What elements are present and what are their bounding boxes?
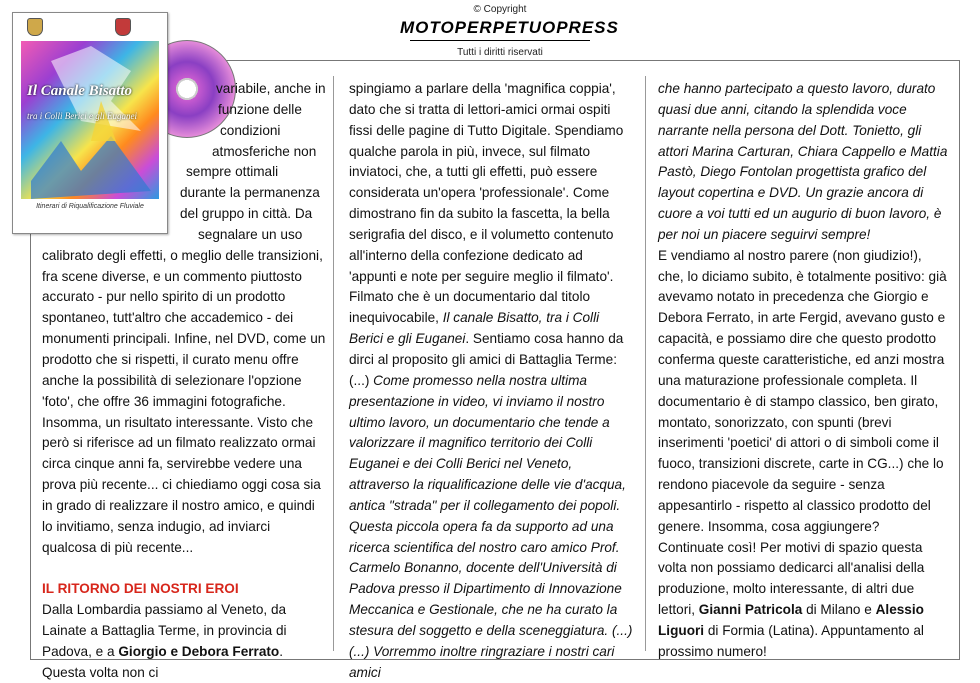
reader-name-1: Gianni Patricola bbox=[698, 602, 803, 618]
cover-title: Il Canale Bisatto bbox=[27, 83, 133, 99]
review-text: E vendiamo al nostro parere (non giudizio!), che, lo diciamo subito, è totalmente positivo: già avevamo notato in precedenza che Giorgio e Debora Ferrato, in arte Fergid, avevano gusto e capacità, e possiamo dire che questo prodotto conferma queste caratteristiche, ed anzi mostra una maturazione professionale completa. Il documentario è di stampo classico, ben girato, montato, sonorizzato, con spunti (brevi inserimenti 'poetici' di attori o di simboli come il fuoco, transizioni discrete, carte in CG...) che lo rendono piacevole da seguire - senza appesantirlo - rispetto al classico prodotto del genere. Insomma, cosa aggiungere? Continuate così! Per motivi di spazio questa volta non possiamo dedicarci all'analisi della produzione, molto interessante, di altri due lettori, bbox=[658, 247, 947, 618]
column-2-paragraph bbox=[349, 79, 633, 371]
column-1 bbox=[42, 79, 326, 683]
brand-logo: MOTOPERPETUOPRESS bbox=[400, 18, 619, 37]
brand-underline bbox=[410, 40, 590, 41]
reader-name-2: Alessio Liguori bbox=[658, 602, 924, 638]
quote-1 bbox=[349, 371, 633, 642]
wrap-line: durante la permanenza bbox=[180, 185, 320, 201]
cover-subtitle: tra i Colli Berici e gli Euganei bbox=[27, 111, 137, 121]
crest-right-icon bbox=[115, 18, 131, 36]
wrap-line: variabile, anche in bbox=[216, 81, 326, 96]
column-2 bbox=[349, 79, 633, 683]
wrap-line: atmosferiche non bbox=[212, 143, 317, 159]
wrap-line: condizioni bbox=[220, 122, 281, 138]
column-3-body bbox=[658, 246, 948, 663]
wrap-line: segnalare un uso bbox=[198, 226, 303, 242]
cover-footer: Itinerari di Riqualificazione Fluviale bbox=[36, 203, 144, 210]
wrap-line: del gruppo in città. Da bbox=[180, 206, 313, 222]
copyright-label: © Copyright bbox=[473, 4, 527, 15]
review-tail: di Formia (Latina). Appuntamento al prossimo numero! bbox=[658, 622, 924, 659]
quote-1-text: Come promesso nella nostra ultima presentazione in video, vi inviamo il nostro ultimo lavoro, un documentario che tende a valorizzare il magnifico territorio dei Colli Euganei e dei Colli Berici nel Veneto, attraverso la riqualificazione delle vie d'acqua, antica "strada" per il collegamento dei popoli. Questa piccola opera fa da supporto ad una ricerca scientifica del nostro caro amico Prof. Carmelo Bonanno, docente dell'Università di Padova presso il Dipartimento di Innovazione Meccanica e Gestionale, che ne ha curato la stesura del soggetto e della sceneggiatura. (...) bbox=[349, 372, 633, 638]
column-divider-2 bbox=[645, 76, 646, 651]
p1-end: . Sentiamo cosa hanno da dirci al proposito gli amici di Battaglia Terme: bbox=[349, 331, 624, 367]
section-names: Giorgio e Debora Ferrato bbox=[118, 643, 280, 659]
wrap-line: sempre ottimali bbox=[186, 164, 279, 180]
section-tail: . Questa volta non ci bbox=[42, 643, 284, 680]
crest-left-icon bbox=[27, 18, 43, 36]
documentary-title: Il canale Bisatto, tra i Colli Berici e gli Euganei bbox=[349, 310, 600, 347]
review-mid: di Milano e bbox=[802, 602, 876, 618]
column-divider-1 bbox=[333, 76, 334, 651]
wrap-line: funzione delle bbox=[218, 101, 302, 117]
spacer bbox=[42, 558, 326, 579]
section-intro: Dalla Lombardia passiamo al Veneto, da Lainate a Battaglia Terme, in provincia di Padova, e a bbox=[42, 602, 287, 659]
quote-continuation: che hanno partecipato a questo lavoro, durato quasi due anni, citando la splendida voce narrante nella persona del Dott. Tonietto, gli attori Marina Carturan, Chiara Cappello e Mattia Pastò, Diego Fontolan progettista grafico del layout copertina e DVD. Un grazie ancora di cuore a voi tutti ed un augurio di buon lavoro, è per noi un piacere seguirvi sempre! bbox=[658, 81, 948, 242]
column-1-body: calibrato degli effetti, o meglio delle transizioni, fra scene diverse, e un commento piuttosto accurato - pur nello spirito di un prodotto spontaneo, tutt'altro che accademico - dei monumenti principali. Infine, nel DVD, come un prodotto che si rispetti, il curato menu offre anche la possibilità di selezionare l'opzione 'foto', che offre 36 immagini fotografiche. Insomma, un risultato interessante. Visto che però si riferisce ad un filmato realizzato ormai circa cinque anni fa, servirebbe vedere una prova più recente... ci chiediamo oggi cosa sia in grado di realizzare il nostro amico, e quindi lo invitiamo, senza indugio, ad inviarci qualcosa di più recente... bbox=[42, 247, 326, 555]
section-title: IL RITORNO DEI NOSTRI EROI bbox=[42, 581, 239, 597]
section-body bbox=[42, 600, 326, 683]
quote-prefix: (...) bbox=[349, 372, 374, 388]
p1-start: spingiamo a parlare della 'magnifica coppia', dato che si tratta di lettori-amici ormai ospiti fissi delle pagine di Tutto Digitale. Spendiamo qualche parola in più, invece, sul filmato inviatoci, che, a tutti gli effetti, può essere considerata un'opera 'professionale'. Come dimostrano fin da subito la fascetta, la bella serigrafia del disco, e il volumetto contenuto all'interno della confezione dedicato ad 'appunti e note per seguire meglio il filmato'. Filmato che è un documentario dal titolo inequivocabile, bbox=[349, 81, 624, 326]
column-3 bbox=[658, 79, 948, 663]
rights-label: Tutti i diritti riservati bbox=[457, 47, 543, 58]
quote-2: (...) Vorremmo inoltre ringraziare i nostri cari amici bbox=[349, 643, 615, 680]
column-1-wrap-lines bbox=[42, 79, 326, 246]
